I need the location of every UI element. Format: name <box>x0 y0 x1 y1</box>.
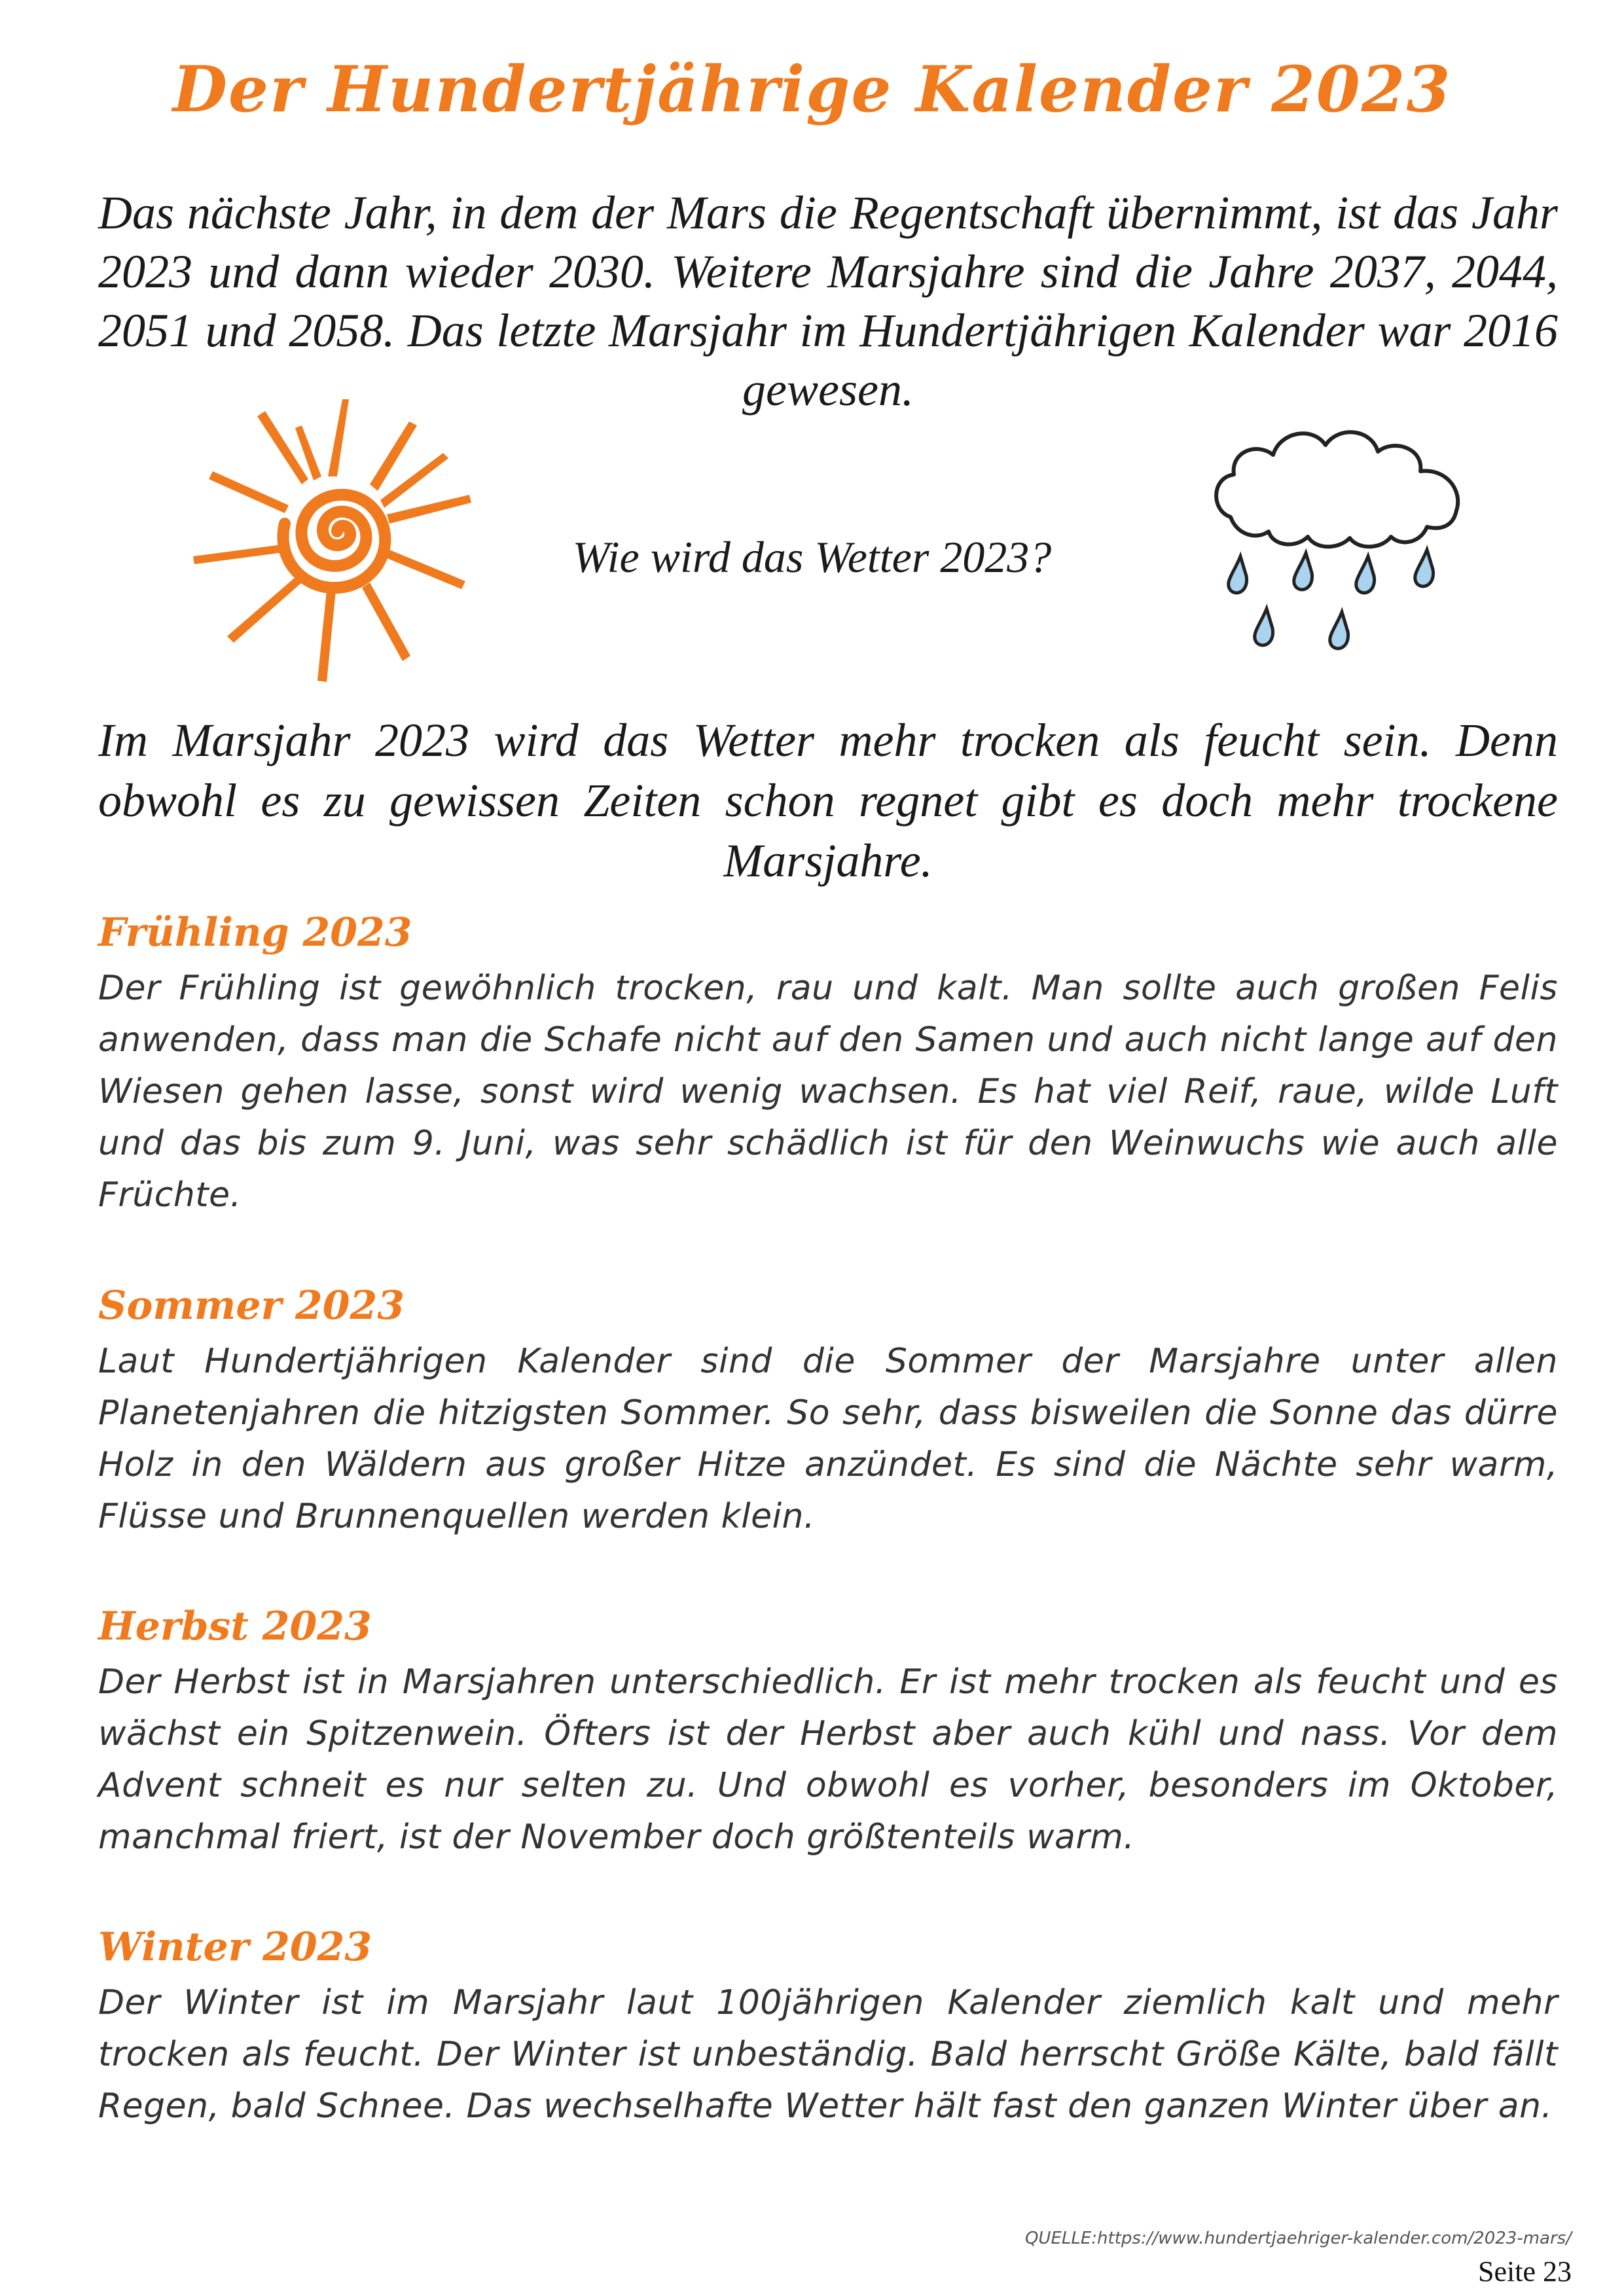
document-title: Der Hundertjährige Kalender 2023 <box>172 52 1452 126</box>
section-text: Laut Hundertjährigen Kalender sind die Sommer der Marsjahre unter allen Planetenjahren die hitzigsten Sommer. So sehr, dass bisweilen die Sonne das dürre Holz in den Wäldern aus großer Hitze anzündet. Es sind die Nächte sehr warm, Flüsse und Brunnenquellen werden klein. <box>98 1342 1558 1536</box>
section-heading: Herbst 2023 <box>98 1604 372 1649</box>
section-spring <box>98 906 1558 1221</box>
source-link[interactable]: QUELLE:https://www.hundertjaehriger-kalender.com/2023-mars/ <box>1024 2229 1572 2248</box>
summary-paragraph: Im Marsjahr 2023 wird das Wetter mehr trocken als feucht sein. Denn obwohl es zu gewissen Zeiten schon regnet gibt es doch mehr trockene Marsjahre. <box>98 714 1558 887</box>
section-heading: Frühling 2023 <box>98 910 412 956</box>
section-text: Der Winter ist im Marsjahr laut 100jährigen Kalender ziemlich kalt und mehr trocken als feucht. Der Winter ist unbeständig. Bald herrscht Größe Kälte, bald fällt Regen, bald Schnee. Das wechselhafte Wetter hält fast den ganzen Winter über an. <box>98 1983 1558 2126</box>
section-heading: Sommer 2023 <box>98 1283 405 1329</box>
section-text: Der Herbst ist in Marsjahren unterschiedlich. Er ist mehr trocken als feucht und es wächst ein Spitzenwein. Öfters ist der Herbst aber auch kühl und nass. Vor dem Advent schneit es nur selten zu. Und obwohl es vorher, besonders im Oktober, manchmal friert, ist der November doch größtenteils warm. <box>98 1662 1558 1857</box>
page-number: Seite 23 <box>1478 2255 1572 2287</box>
section-summer <box>98 1280 1558 1543</box>
section-text: Der Frühling ist gewöhnlich trocken, rau und kalt. Man sollte auch großen Felis anwenden, dass man die Schafe nicht auf den Samen und auch nicht lange auf den Wiesen gehen lasse, sonst wird wenig wachsen. Es hat viel Reif, raue, wilde Luft und das bis zum 9. Juni, was sehr schädlich ist für den Weinwuchs wie auch alle Früchte. <box>98 969 1558 1215</box>
section-autumn <box>98 1600 1558 1863</box>
rain-cloud-icon <box>1204 419 1479 668</box>
intro-paragraph: Das nächste Jahr, in dem der Mars die Regentschaft übernimmt, ist das Jahr 2023 und dann wieder 2030. Weitere Marsjahre sind die Jahre 2037, 2044, 2051 und 2058. Das letzte Marsjahr im Hundertjährigen Kalender war 2016 gewesen. <box>98 187 1558 416</box>
weather-question: Wie wird das Wetter 2023? <box>572 532 1052 582</box>
section-winter <box>98 1921 1558 2132</box>
section-heading: Winter 2023 <box>98 1924 372 1970</box>
